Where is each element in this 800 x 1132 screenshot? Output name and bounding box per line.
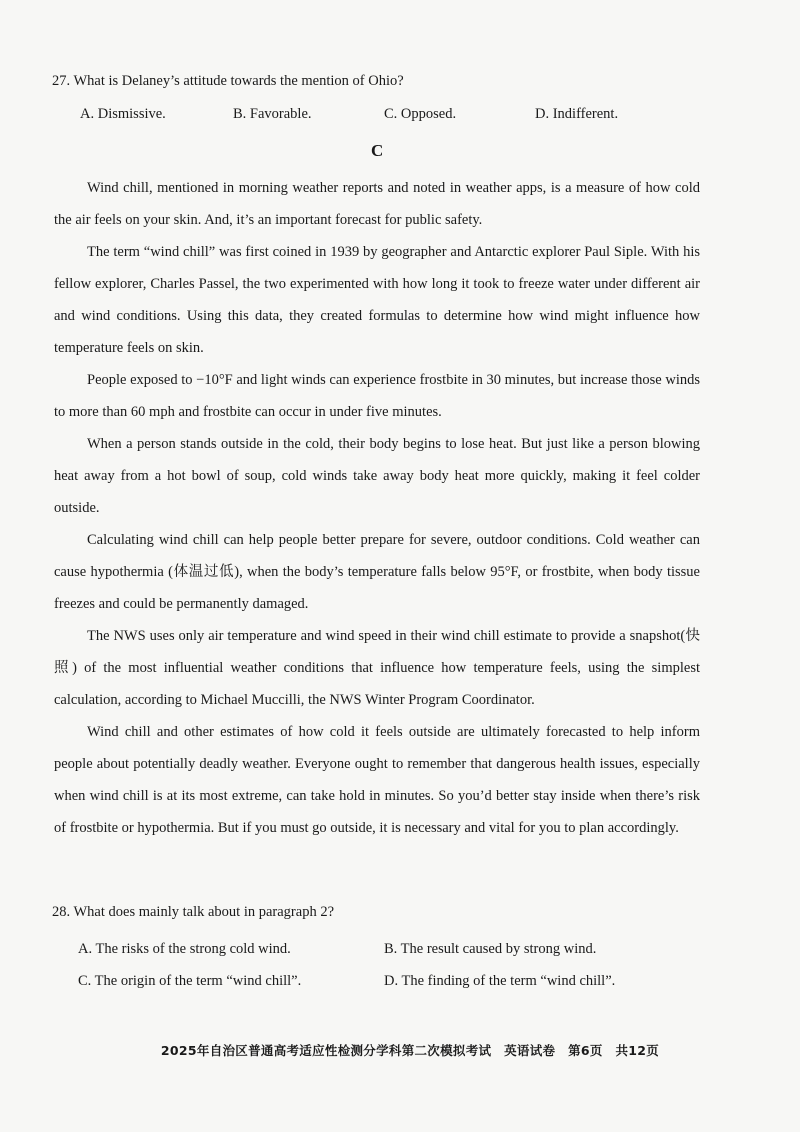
paragraph-3: People exposed to −10°F and light winds can experience frostbite in 30 minutes, but increase those winds to more than 60 mph and frostbite can occur in under five minutes. (54, 372, 700, 420)
question-27-option-c: C. Opposed. (384, 106, 457, 122)
question-28-option-c: C. The origin of the term “wind chill”. (78, 973, 302, 989)
question-27-option-d: D. Indifferent. (535, 106, 619, 122)
page-footer: 2025年自治区普通高考适应性检测分学科第二次模拟考试 英语试卷 第6页 共12页 (160, 1043, 660, 1058)
question-28-option-b: B. The result caused by strong wind. (384, 941, 597, 957)
question-28-stem: 28. What does mainly talk about in paragraph 2? (52, 904, 334, 920)
question-28-option-d: D. The finding of the term “wind chill”. (384, 973, 616, 989)
question-27-option-a: A. Dismissive. (80, 106, 166, 122)
paragraph-7: Wind chill and other estimates of how cold it feels outside are ultimately forecasted to help inform people about potentially deadly weather. Everyone ought to remember that dangerous health issues, especially when wind chill is at its most extreme, can take hold in minutes. So you’d better stay inside when there’s risk of frostbite or hypothermia. But if you must go outside, it is necessary and vital for you to plan accordingly. (54, 724, 700, 836)
paragraph-1: Wind chill, mentioned in morning weather reports and noted in weather apps, is a measure of how cold the air feels on your skin. And, it’s an important forecast for public safety. (54, 180, 700, 228)
question-27-stem: 27. What is Delaney’s attitude towards the mention of Ohio? (52, 73, 404, 89)
reading-passage (54, 172, 700, 844)
question-27-option-b: B. Favorable. (233, 106, 312, 122)
paragraph-4: When a person stands outside in the cold, their body begins to lose heat. But just like a person blowing heat away from a hot bowl of soup, cold winds take away body heat more quickly, making it feel colder outside. (54, 436, 700, 516)
paragraph-2: The term “wind chill” was first coined in 1939 by geographer and Antarctic explorer Paul Siple. With his fellow explorer, Charles Passel, the two experimented with how long it took to freeze water under different air and wind conditions. Using this data, they created formulas to determine how wind might influence how temperature feels on skin. (54, 244, 700, 356)
section-heading: C (371, 141, 384, 160)
paragraph-6: The NWS uses only air temperature and wind speed in their wind chill estimate to provide a snapshot(快照) of the most influential weather conditions that influence how temperature feels, using the simplest calculation, according to Michael Muccilli, the NWS Winter Program Coordinator. (54, 628, 700, 708)
question-28-option-a: A. The risks of the strong cold wind. (78, 941, 291, 957)
paragraph-5: Calculating wind chill can help people better prepare for severe, outdoor conditions. Cold weather can cause hypothermia (体温过低), when the body’s temperature falls below 95°F, or frostbite, when body tissue freezes and could be permanently damaged. (54, 532, 700, 612)
